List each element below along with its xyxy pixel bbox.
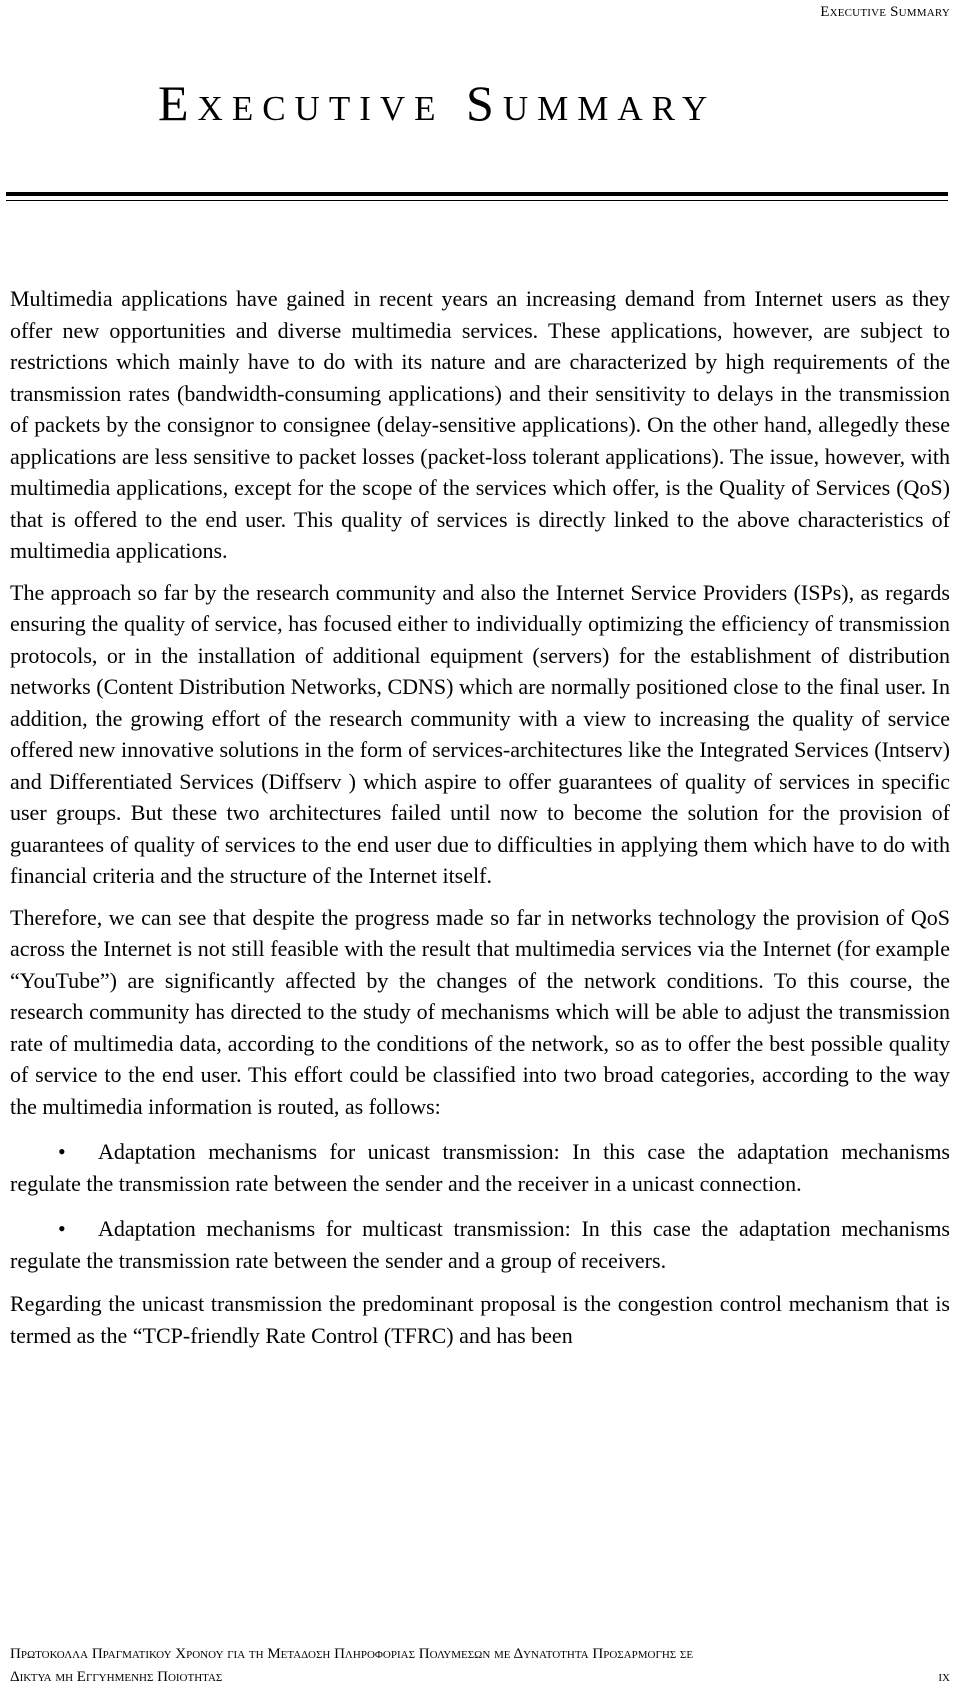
paragraph-1: Multimedia applications have gained in recent years an increasing demand from Internet users as they offer new opportunities and diverse multimedia services. These applications, however, are subject to restrictions which mainly have to do with its nature and are characterized by high requirements of the transmission rates (bandwidth-consuming applications) and their sensitivity to delays in the transmission of packets by the consignor to consignee (delay-sensitive applications). On the other hand, allegedly these applications are less sensitive to packet losses (packet-loss tolerant applications). The issue, however, with multimedia applications, except for the scope of the services which offer, is the Quality of Services (QoS) that is offered to the end user. This quality of services is directly linked to the above characteristics of multimedia applications. (10, 286, 950, 563)
paragraph-4: Regarding the unicast transmission the predominant proposal is the congestion control mechanism that is termed as the “TCP-friendly Rate Control (TFRC) and has been (10, 1291, 950, 1348)
footer-title-line-1: Πρωτοκολλα Πραγματικου Χρονου για τη Μεταδοση Πληροφοριας Πολυμεσων με Δυνατοτητα Προσαρμογης σε (10, 1646, 694, 1662)
title-divider-thin (6, 200, 948, 201)
bullet-item-unicast (10, 1136, 950, 1199)
bullet-item-multicast (10, 1213, 950, 1276)
bullet-dot-icon: • (58, 1139, 66, 1164)
footer-title-line-2: Δικτυα μη Εγγυημενης Ποιοτητας (10, 1669, 223, 1685)
title-divider-thick (6, 192, 948, 196)
page-number: ix (938, 1669, 950, 1685)
bullet-text: Adaptation mechanisms for unicast transmission: In this case the adaptation mechanisms regulate the transmission rate between the sender and the receiver in a unicast connection. (10, 1139, 950, 1196)
page-footer (10, 1643, 950, 1689)
paragraph-2: The approach so far by the research community and also the Internet Service Providers (ISPs), as regards ensuring the quality of service, has focused either to individually optimizing the efficiency of transmission protocols, or in the installation of additional equipment (servers) for the establishment of distribution networks (Content Distribution Networks, CDNS) which are normally positioned close to the final user. In addition, the growing effort of the research community with a view to increasing the quality of service offered new innovative solutions in the form of services-architectures like the Integrated Services (Intserv) and Differentiated Services (Diffserv ) which aspire to offer guarantees of quality of services in specific user groups. But these two architectures failed until now to become the solution for the provision of guarantees of quality of services to the end user due to difficulties in applying them which have to do with financial criteria and the structure of the Internet itself. (10, 579, 950, 888)
body-text (10, 283, 950, 1361)
page-title: Executive Summary (158, 75, 717, 131)
paragraph-3: Therefore, we can see that despite the progress made so far in networks technology the provision of QoS across the Internet is not still feasible with the result that multimedia services via the Internet (for example “YouTube”) are significantly affected by the changes of the network conditions. To this course, the research community has directed to the study of mechanisms which will be able to adjust the transmission rate of multimedia data, according to the conditions of the network, so as to offer the best possible quality of service to the end user. This effort could be classified into two broad categories, according to the way the multimedia information is routed, as follows: (10, 904, 950, 1119)
running-header: Executive Summary (820, 4, 950, 20)
bullet-text: Adaptation mechanisms for multicast transmission: In this case the adaptation mechanisms regulate the transmission rate between the sender and a group of receivers. (10, 1216, 950, 1273)
bullet-dot-icon: • (58, 1216, 66, 1241)
